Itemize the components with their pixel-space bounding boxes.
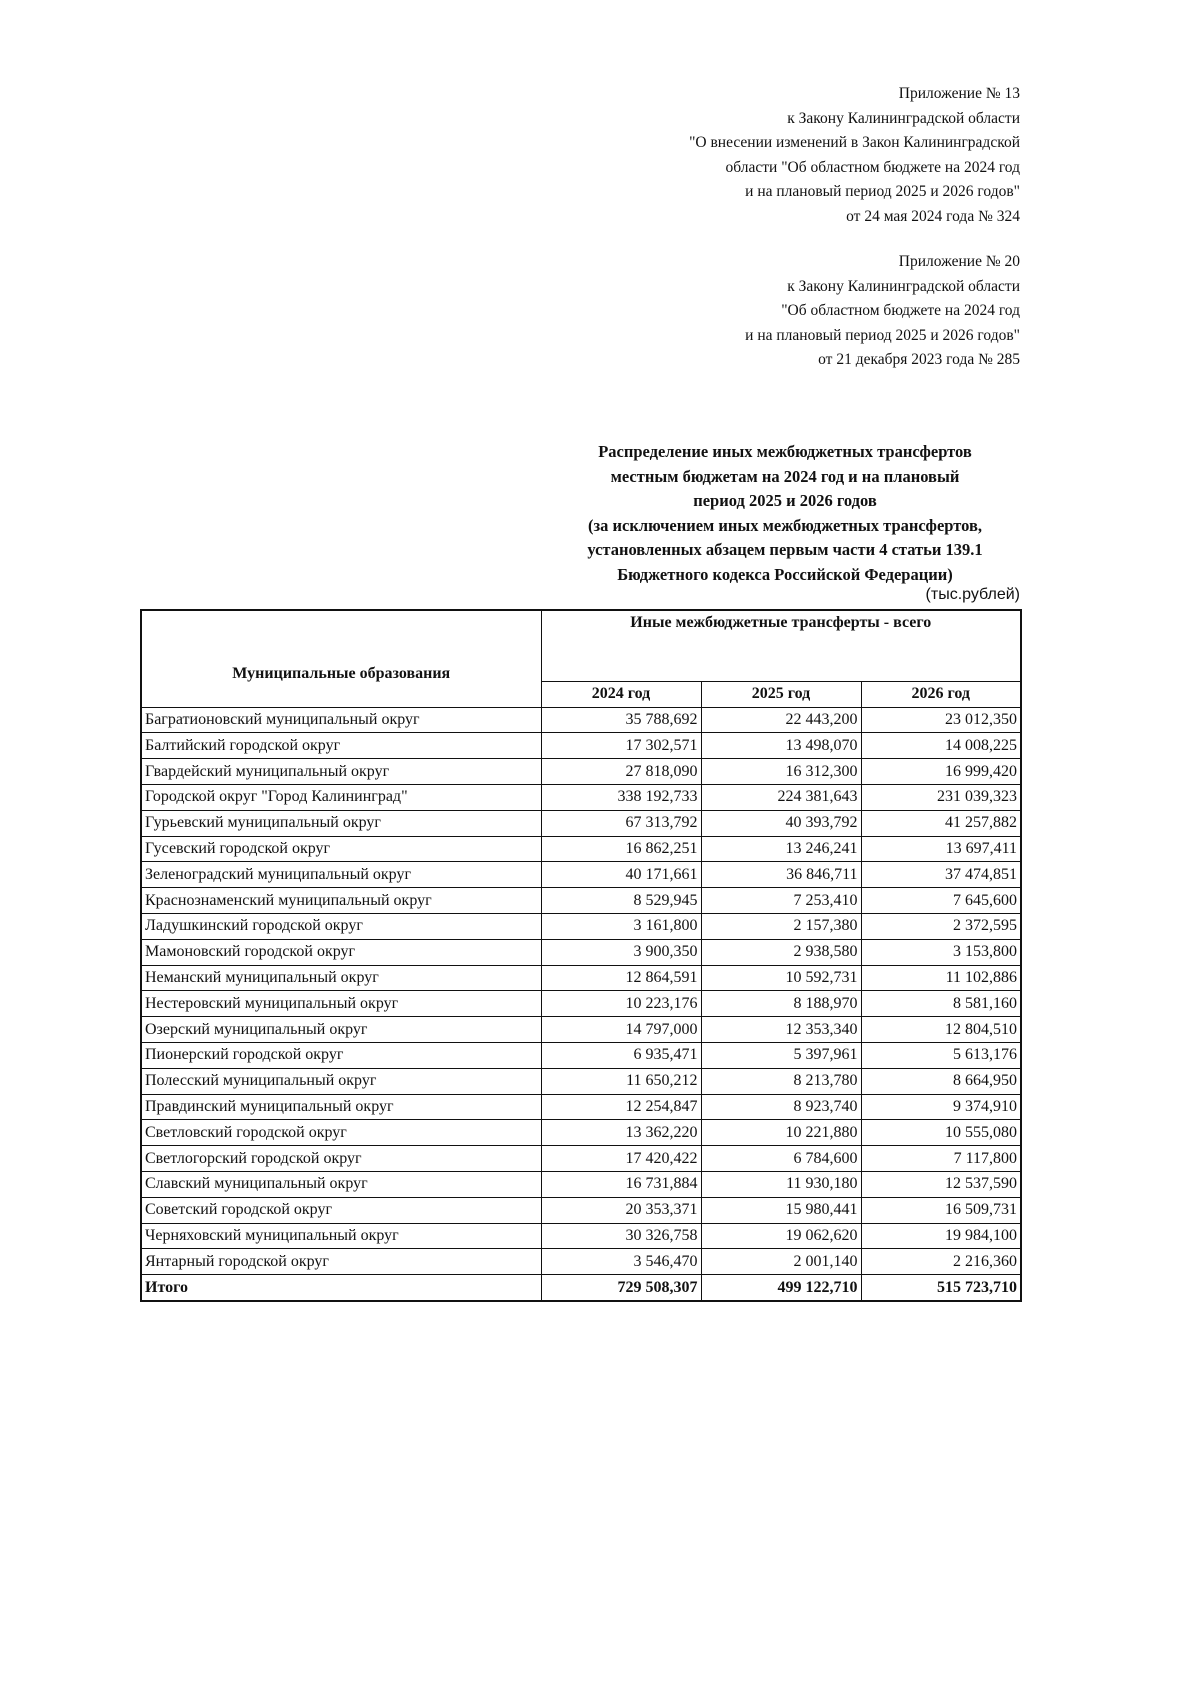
municipality-name: Советский городской округ xyxy=(141,1197,541,1223)
value-2026: 5 613,176 xyxy=(861,1042,1021,1068)
value-2024: 40 171,661 xyxy=(541,862,701,888)
table-row xyxy=(141,784,1021,810)
total-row xyxy=(141,1275,1021,1301)
value-2025: 36 846,711 xyxy=(701,862,861,888)
value-2026: 16 509,731 xyxy=(861,1197,1021,1223)
municipality-name: Нестеровский муниципальный округ xyxy=(141,991,541,1017)
value-2024: 17 302,571 xyxy=(541,733,701,759)
value-2024: 8 529,945 xyxy=(541,888,701,914)
value-2026: 8 664,950 xyxy=(861,1068,1021,1094)
value-2025: 8 213,780 xyxy=(701,1068,861,1094)
table-row xyxy=(141,810,1021,836)
municipality-name: Мамоновский городской округ xyxy=(141,939,541,965)
table-row xyxy=(141,1068,1021,1094)
year-header-2025: 2025 год xyxy=(701,681,861,707)
municipality-name: Балтийский городской округ xyxy=(141,733,541,759)
table-row xyxy=(141,991,1021,1017)
municipality-name: Правдинский муниципальный округ xyxy=(141,1094,541,1120)
value-2026: 19 984,100 xyxy=(861,1223,1021,1249)
table-row xyxy=(141,1120,1021,1146)
value-2024: 729 508,307 xyxy=(541,1275,701,1301)
value-2025: 7 253,410 xyxy=(701,888,861,914)
value-2024: 11 650,212 xyxy=(541,1068,701,1094)
value-2026: 16 999,420 xyxy=(861,759,1021,785)
appendix-20-line: к Закону Калининградской области xyxy=(787,277,1020,295)
municipality-name: Озерский муниципальный округ xyxy=(141,1017,541,1043)
value-2026: 515 723,710 xyxy=(861,1275,1021,1301)
municipality-name: Светловский городской округ xyxy=(141,1120,541,1146)
value-2025: 10 592,731 xyxy=(701,965,861,991)
transfers-table xyxy=(140,609,1022,1302)
value-2024: 27 818,090 xyxy=(541,759,701,785)
value-2026: 231 039,323 xyxy=(861,784,1021,810)
value-2026: 7 117,800 xyxy=(861,1146,1021,1172)
appendix-20-line: Приложение № 20 xyxy=(898,253,1020,270)
municipality-name: Багратионовский муниципальный округ xyxy=(141,707,541,733)
value-2024: 67 313,792 xyxy=(541,810,701,836)
value-2024: 338 192,733 xyxy=(541,784,701,810)
municipality-name: Гурьевский муниципальный округ xyxy=(141,810,541,836)
value-2025: 5 397,961 xyxy=(701,1042,861,1068)
municipality-name: Полесский муниципальный округ xyxy=(141,1068,541,1094)
municipality-name: Гусевский городской округ xyxy=(141,836,541,862)
appendix-13-line: области "Об областном бюджете на 2024 год xyxy=(725,158,1020,176)
value-2026: 13 697,411 xyxy=(861,836,1021,862)
value-2025: 40 393,792 xyxy=(701,810,861,836)
municipality-name: Янтарный городской округ xyxy=(141,1249,541,1275)
municipality-name: Зеленоградский муниципальный округ xyxy=(141,862,541,888)
value-2025: 19 062,620 xyxy=(701,1223,861,1249)
value-2026: 8 581,160 xyxy=(861,991,1021,1017)
municipality-name: Светлогорский городской округ xyxy=(141,1146,541,1172)
value-2026: 12 804,510 xyxy=(861,1017,1021,1043)
value-2024: 14 797,000 xyxy=(541,1017,701,1043)
municipality-name: Ладушкинский городской округ xyxy=(141,913,541,939)
value-2025: 11 930,180 xyxy=(701,1171,861,1197)
transfers-total-column-header: Иные межбюджетные трансферты - всего xyxy=(541,610,1021,681)
value-2025: 12 353,340 xyxy=(701,1017,861,1043)
table-row xyxy=(141,733,1021,759)
table-row xyxy=(141,1094,1021,1120)
value-2026: 41 257,882 xyxy=(861,810,1021,836)
value-2024: 3 161,800 xyxy=(541,913,701,939)
municipality-name: Итого xyxy=(141,1275,541,1301)
table-row xyxy=(141,913,1021,939)
value-2026: 14 008,225 xyxy=(861,733,1021,759)
title-line: установленных абзацем первым части 4 статьи 139.1 xyxy=(587,540,983,559)
appendix-13-line: "О внесении изменений в Закон Калининградской xyxy=(689,134,1020,151)
appendix-13-line: и на плановый период 2025 и 2026 годов" xyxy=(745,183,1020,200)
value-2025: 15 980,441 xyxy=(701,1197,861,1223)
value-2024: 12 864,591 xyxy=(541,965,701,991)
value-2025: 8 923,740 xyxy=(701,1094,861,1120)
table-row xyxy=(141,836,1021,862)
value-2025: 2 001,140 xyxy=(701,1249,861,1275)
table-row xyxy=(141,1197,1021,1223)
municipality-name: Гвардейский муниципальный округ xyxy=(141,759,541,785)
appendix-20-line: "Об областном бюджете на 2024 год xyxy=(781,302,1020,319)
value-2026: 3 153,800 xyxy=(861,939,1021,965)
municipality-name: Пионерский городской округ xyxy=(141,1042,541,1068)
value-2025: 224 381,643 xyxy=(701,784,861,810)
title-line: местным бюджетам на 2024 год и на плановый xyxy=(610,466,960,486)
value-2024: 3 900,350 xyxy=(541,939,701,965)
title-line: (за исключением иных межбюджетных трансфертов, xyxy=(588,515,982,535)
value-2025: 2 157,380 xyxy=(701,913,861,939)
document-title xyxy=(540,440,1030,587)
value-2025: 8 188,970 xyxy=(701,991,861,1017)
value-2024: 20 353,371 xyxy=(541,1197,701,1223)
table-row xyxy=(141,707,1021,733)
units-label: (тыс.рублей) xyxy=(925,586,1020,603)
table-row xyxy=(141,939,1021,965)
table-row xyxy=(141,1146,1021,1172)
value-2026: 37 474,851 xyxy=(861,862,1021,888)
value-2024: 10 223,176 xyxy=(541,991,701,1017)
appendix-13-header xyxy=(689,82,1020,229)
value-2026: 9 374,910 xyxy=(861,1094,1021,1120)
table-row xyxy=(141,759,1021,785)
value-2024: 13 362,220 xyxy=(541,1120,701,1146)
value-2025: 499 122,710 xyxy=(701,1275,861,1301)
title-line: период 2025 и 2026 годов xyxy=(693,491,877,510)
year-header-2026: 2026 год xyxy=(861,681,1021,707)
municipality-name: Краснознаменский муниципальный округ xyxy=(141,888,541,914)
table-row xyxy=(141,1171,1021,1197)
table-row xyxy=(141,1223,1021,1249)
municipality-name: Городской округ "Город Калининград" xyxy=(141,784,541,810)
value-2024: 16 731,884 xyxy=(541,1171,701,1197)
value-2025: 6 784,600 xyxy=(701,1146,861,1172)
municipality-name: Славский муниципальный округ xyxy=(141,1171,541,1197)
appendix-20-header xyxy=(745,250,1020,373)
value-2026: 2 372,595 xyxy=(861,913,1021,939)
value-2026: 11 102,886 xyxy=(861,965,1021,991)
value-2026: 7 645,600 xyxy=(861,888,1021,914)
table-row xyxy=(141,1017,1021,1043)
value-2025: 10 221,880 xyxy=(701,1120,861,1146)
municipality-name: Неманский муниципальный округ xyxy=(141,965,541,991)
value-2024: 30 326,758 xyxy=(541,1223,701,1249)
value-2024: 16 862,251 xyxy=(541,836,701,862)
title-line: Бюджетного кодекса Российской Федерации) xyxy=(617,564,953,584)
appendix-13-line: к Закону Калининградской области xyxy=(787,109,1020,127)
municipality-name: Черняховский муниципальный округ xyxy=(141,1223,541,1249)
appendix-13-line: от 24 мая 2024 года № 324 xyxy=(846,207,1020,225)
value-2025: 13 498,070 xyxy=(701,733,861,759)
value-2024: 6 935,471 xyxy=(541,1042,701,1068)
appendix-20-line: от 21 декабря 2023 года № 285 xyxy=(818,351,1020,368)
table-body xyxy=(141,707,1021,1301)
year-header-2024: 2024 год xyxy=(541,681,701,707)
value-2024: 35 788,692 xyxy=(541,707,701,733)
value-2025: 22 443,200 xyxy=(701,707,861,733)
value-2024: 17 420,422 xyxy=(541,1146,701,1172)
value-2025: 2 938,580 xyxy=(701,939,861,965)
value-2025: 16 312,300 xyxy=(701,759,861,785)
value-2026: 23 012,350 xyxy=(861,707,1021,733)
table-row xyxy=(141,1249,1021,1275)
title-line: Распределение иных межбюджетных трансфертов xyxy=(598,442,972,461)
table-row xyxy=(141,965,1021,991)
municipality-column-header: Муниципальные образования xyxy=(141,610,541,707)
appendix-13-line: Приложение № 13 xyxy=(898,85,1020,102)
value-2026: 10 555,080 xyxy=(861,1120,1021,1146)
table-row xyxy=(141,1042,1021,1068)
value-2026: 2 216,360 xyxy=(861,1249,1021,1275)
appendix-20-line: и на плановый период 2025 и 2026 годов" xyxy=(745,326,1020,344)
table-row xyxy=(141,862,1021,888)
value-2024: 12 254,847 xyxy=(541,1094,701,1120)
value-2025: 13 246,241 xyxy=(701,836,861,862)
table-row xyxy=(141,888,1021,914)
value-2026: 12 537,590 xyxy=(861,1171,1021,1197)
value-2024: 3 546,470 xyxy=(541,1249,701,1275)
